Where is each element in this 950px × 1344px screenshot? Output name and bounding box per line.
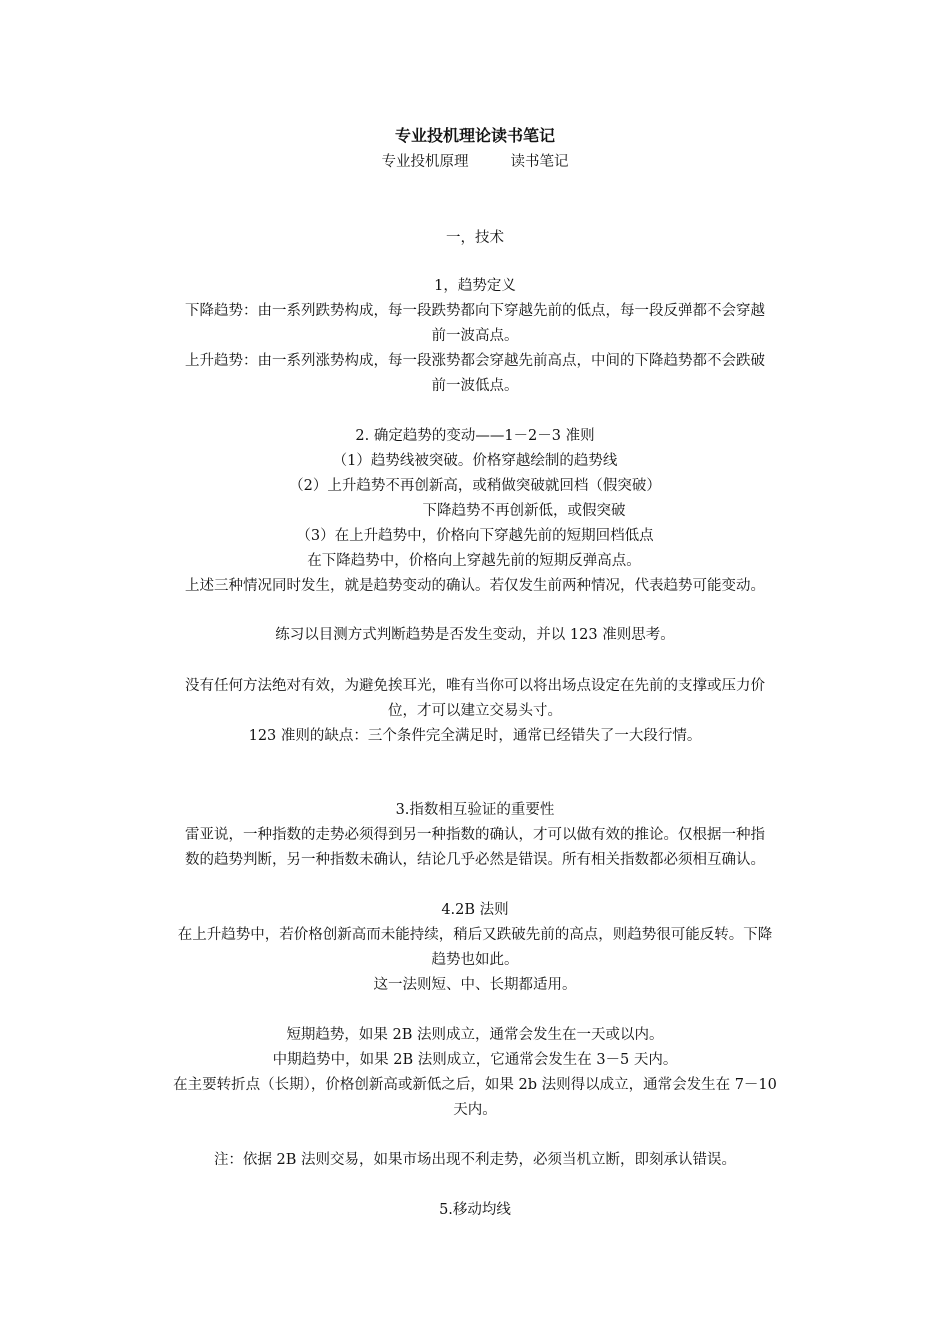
document-page	[143, 0, 807, 1344]
downtrend-text-line1: 下降趋势：由一系列跌势构成，每一段跌势都向下穿越先前的低点，每一段反弹都不会穿越	[185, 303, 765, 319]
index-confirmation-heading: 3.指数相互验证的重要性	[395, 802, 555, 818]
uptrend-text-line1: 上升趋势：由一系列涨势构成，每一段涨势都会穿越先前高点，中间的下降趋势都不会跌破	[185, 353, 765, 369]
rule2b-heading: 4.2B 法则	[441, 902, 509, 918]
rule2b-long-term-line2: 天内。	[453, 1102, 497, 1118]
rule2b-mid-term: 中期趋势中，如果 2B 法则成立，它通常会发生在 3－5 天内。	[272, 1052, 678, 1068]
rule123-heading: 2. 确定趋势的变动——1－2－3 准则	[355, 428, 595, 444]
rule123-condition3a: （3）在上升趋势中，价格向下穿越先前的短期回档低点	[296, 528, 654, 544]
downtrend-text-line2: 前一波高点。	[431, 328, 519, 344]
section-heading: 一，技术	[446, 230, 504, 246]
rule2b-text-line2: 趋势也如此。	[431, 952, 519, 968]
rule123-practice: 练习以目测方式判断趋势是否发生变动，并以 123 准则思考。	[275, 627, 675, 643]
rule123-drawback: 123 准则的缺点：三个条件完全满足时，通常已经错失了一大段行情。	[248, 728, 702, 744]
rule2b-text-line1: 在上升趋势中，若价格创新高而未能持续，稍后又跌破先前的高点，则趋势很可能反转。下降	[177, 927, 773, 943]
document-title: 专业投机理论读书笔记	[394, 126, 555, 145]
rule123-note-line2: 位，才可以建立交易头寸。	[388, 703, 562, 719]
index-confirmation-line1: 雷亚说，一种指数的走势必须得到另一种指数的确认，才可以做有效的推论。仅根据一种指	[185, 827, 765, 843]
subtitle-left: 专业投机原理	[381, 154, 469, 170]
document-subtitle	[143, 152, 807, 172]
rule2b-note: 注：依据 2B 法则交易，如果市场出现不利走势，必须当机立断，即刻承认错误。	[213, 1152, 737, 1168]
rule2b-long-term-line1: 在主要转折点（长期），价格创新高或新低之后，如果 2b 法则得以成立，通常会发生在 7－10	[173, 1077, 777, 1093]
rule2b-text-line3: 这一法则短、中、长期都适用。	[373, 977, 577, 993]
index-confirmation-line2: 数的趋势判断，另一种指数未确认，结论几乎必然是错误。所有相关指数都必须相互确认。	[185, 852, 765, 868]
rule123-condition2b: 下降趋势不再创新低，或假突破	[422, 503, 626, 519]
trend-definition-heading: 1，趋势定义	[434, 278, 516, 294]
rule123-note-line1: 没有任何方法绝对有效，为避免挨耳光，唯有当你可以将出场点设定在先前的支撑或压力价	[185, 678, 765, 694]
rule123-summary: 上述三种情况同时发生，就是趋势变动的确认。若仅发生前两种情况，代表趋势可能变动。	[185, 578, 765, 594]
rule2b-short-term: 短期趋势，如果 2B 法则成立，通常会发生在一天或以内。	[286, 1027, 664, 1043]
uptrend-text-line2: 前一波低点。	[431, 378, 519, 394]
rule123-condition3b: 在下降趋势中，价格向上穿越先前的短期反弹高点。	[307, 553, 641, 569]
rule123-condition2a: （2）上升趋势不再创新高，或稍做突破就回档（假突破）	[289, 478, 661, 494]
subtitle-right: 读书笔记	[510, 154, 569, 170]
rule123-condition1: （1）趋势线被突破。价格穿越绘制的趋势线	[332, 453, 618, 469]
moving-average-heading: 5.移动均线	[439, 1202, 511, 1218]
